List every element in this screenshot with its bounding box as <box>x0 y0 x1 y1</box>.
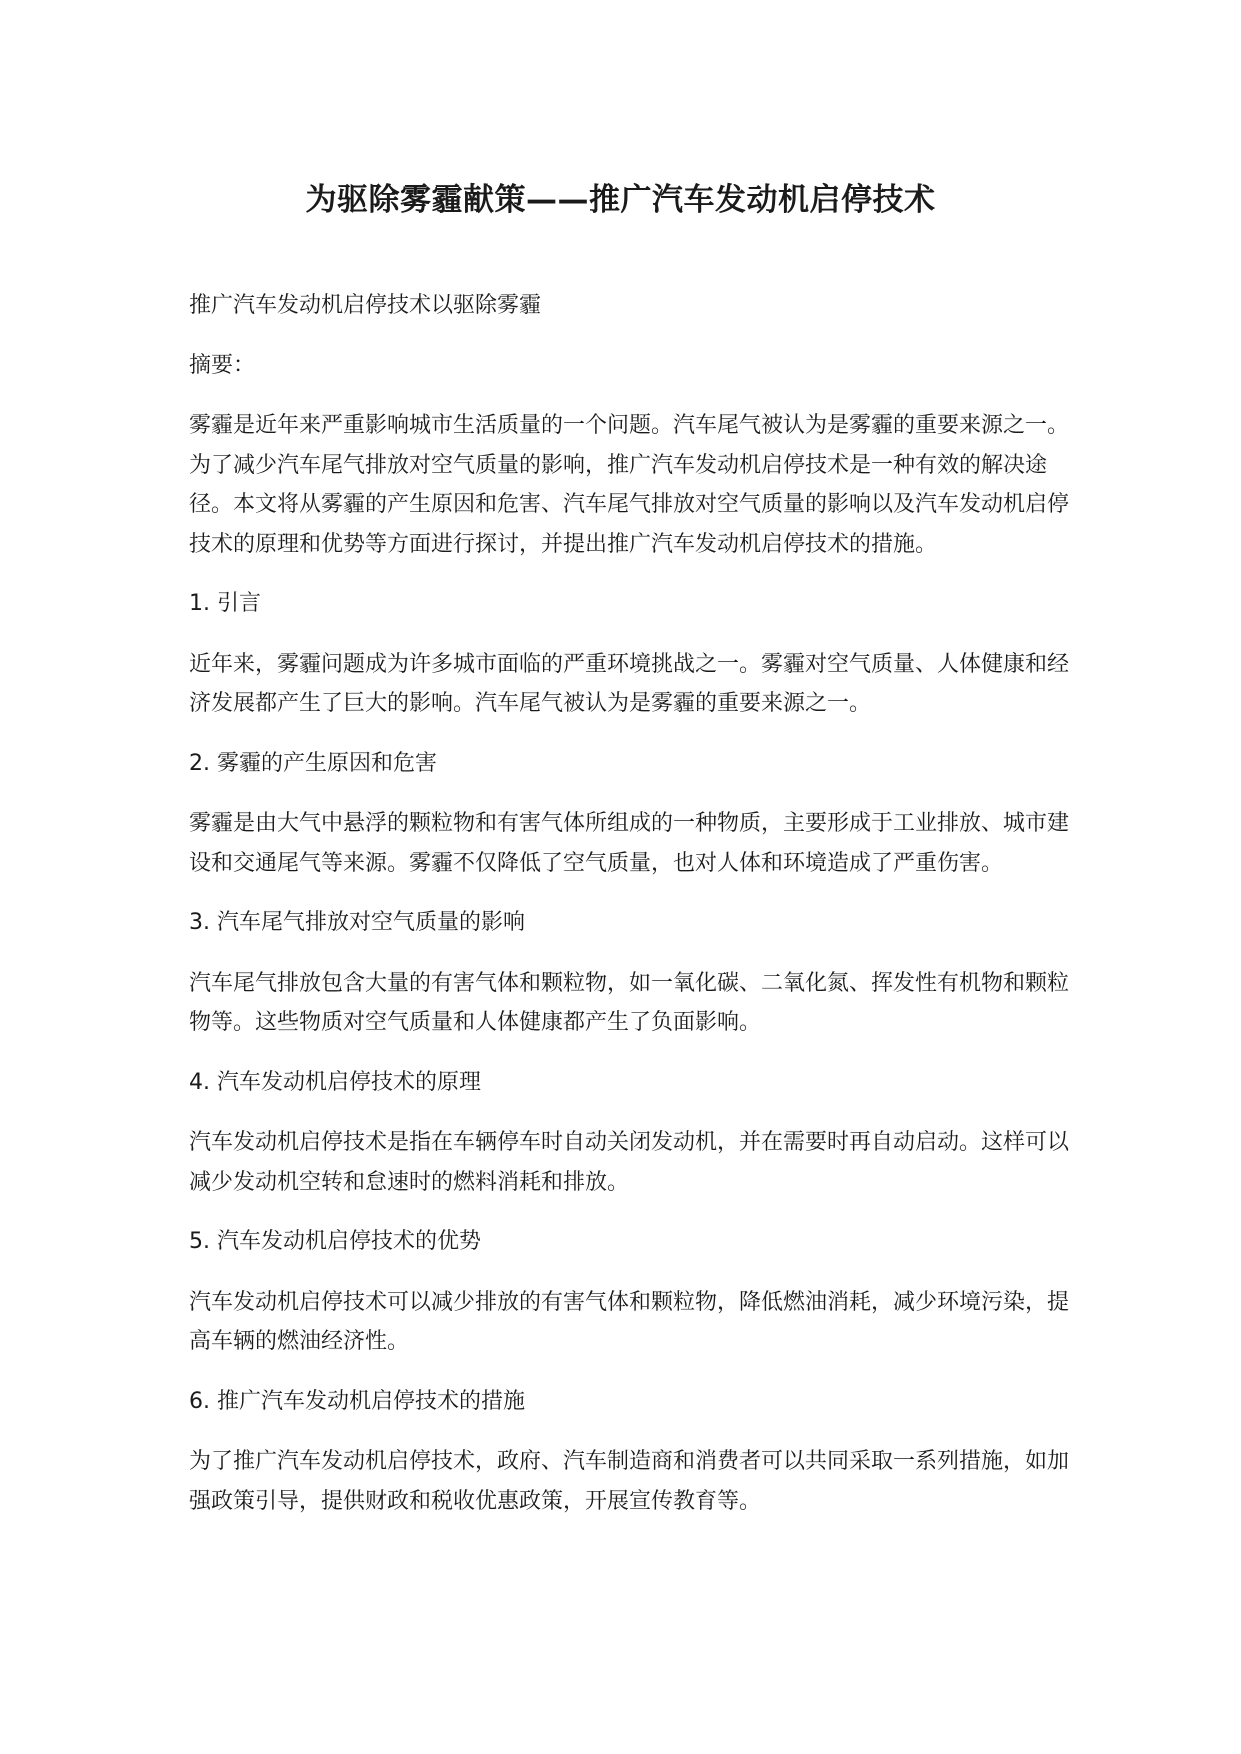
document-subtitle: 推广汽车发动机启停技术以驱除雾霾 <box>189 293 542 318</box>
section-heading: 1. 引言 <box>189 591 261 616</box>
abstract-text: 雾霾是近年来严重影响城市生活质量的一个问题。汽车尾气被认为是雾霾的重要来源之一。为了减少汽车尾气排放对空气质量的影响，推广汽车发动机启停技术是一种有效的解决途径。本文将从雾霾的产生原因和危害、汽车尾气排放对空气质量的影响以及汽车发动机启停技术的原理和优势等方面进行探讨，并提出推广汽车发动机启停技术的措施。 <box>189 413 1070 557</box>
section-heading: 5. 汽车发动机启停技术的优势 <box>189 1229 481 1254</box>
document-title: 为驱除雾霾献策——推广汽车发动机启停技术 <box>305 182 936 218</box>
document-body <box>189 286 1084 1521</box>
section-heading: 4. 汽车发动机启停技术的原理 <box>189 1069 481 1095</box>
abstract-label: 摘要： <box>189 352 256 378</box>
section-body: 为了推广汽车发动机启停技术，政府、汽车制造商和消费者可以共同采取一系列措施，如加强政策引导，提供财政和税收优惠政策，开展宣传教育等。 <box>189 1449 1070 1514</box>
section-body: 雾霾是由大气中悬浮的颗粒物和有害气体所组成的一种物质，主要形成于工业排放、城市建设和交通尾气等来源。雾霾不仅降低了空气质量，也对人体和环境造成了严重伤害。 <box>189 811 1070 876</box>
section-body: 汽车发动机启停技术可以减少排放的有害气体和颗粒物，降低燃油消耗，减少环境污染，提高车辆的燃油经济性。 <box>189 1289 1070 1354</box>
section-heading: 3. 汽车尾气排放对空气质量的影响 <box>189 910 525 935</box>
section-heading: 2. 雾霾的产生原因和危害 <box>189 750 437 776</box>
section-heading: 6. 推广汽车发动机启停技术的措施 <box>189 1388 525 1414</box>
section-body: 汽车发动机启停技术是指在车辆停车时自动关闭发动机，并在需要时再自动启动。这样可以减少发动机空转和怠速时的燃料消耗和排放。 <box>189 1130 1070 1195</box>
section-body: 近年来，雾霾问题成为许多城市面临的严重环境挑战之一。雾霾对空气质量、人体健康和经济发展都产生了巨大的影响。汽车尾气被认为是雾霾的重要来源之一。 <box>189 651 1070 716</box>
section-body: 汽车尾气排放包含大量的有害气体和颗粒物，如一氧化碳、二氧化氮、挥发性有机物和颗粒物等。这些物质对空气质量和人体健康都产生了负面影响。 <box>189 970 1070 1035</box>
